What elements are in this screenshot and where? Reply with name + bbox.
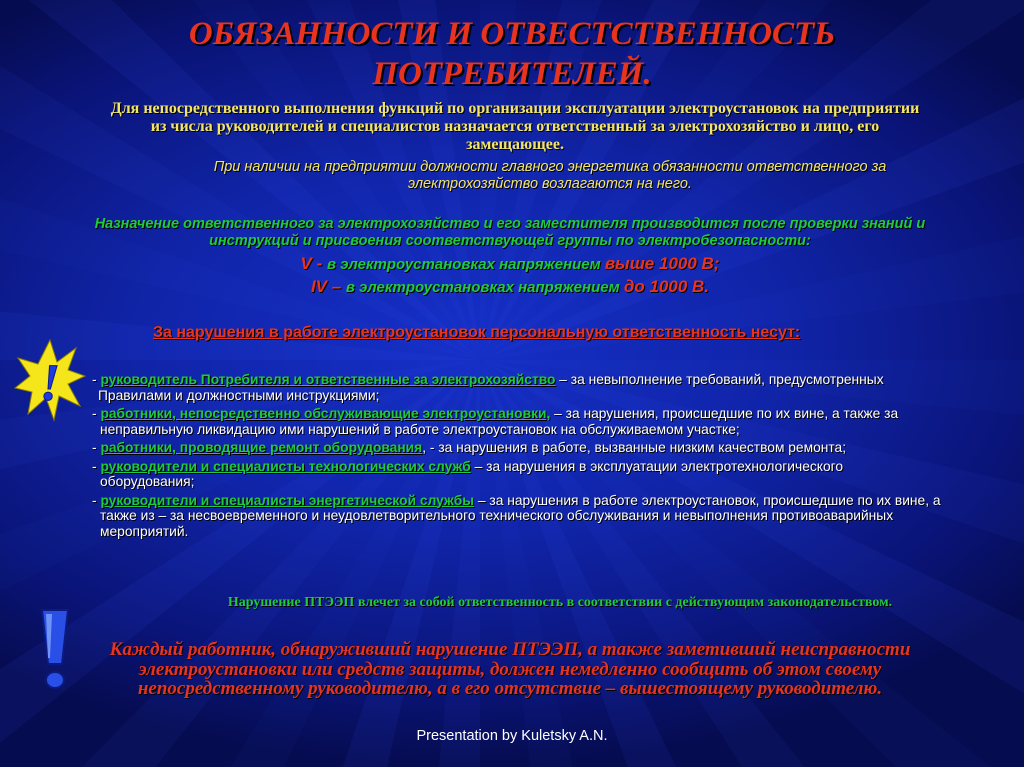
voltage-group-v [200,254,820,274]
list-dash: - [92,492,101,508]
intro-paragraph: Для непосредственного выполнения функций по организации эксплуатации электроустановок на предприятии из числа руководителей и специалистов назначается ответственный за электрохозяйство и лицо, его замещающее. [110,100,920,153]
list-subject: руководители и специалисты технологических служб [100,458,471,474]
group-text: в электроустановках напряжением [345,279,624,296]
list-text: – за нарушения в эксплуатации электротехнологического оборудования; [100,458,844,489]
svg-text:!: ! [39,355,61,412]
warning-burst-icon [14,338,86,422]
exclamation-icon [30,606,80,692]
responsibility-heading: За нарушения в работе электроустановок персональную ответственность несут: [153,324,801,341]
responsibility-list [92,372,992,539]
title-line-1: ОБЯЗАННОСТИ И ОТВЕСТСТВЕННОСТЬ [188,16,836,52]
list-item [92,406,920,437]
footer-credit: Presentation by Kuletsky A.N. [416,728,608,744]
list-item [92,372,938,403]
list-subject: руководители и специалисты энергетической службы [100,492,475,508]
voltage-group-iv [200,277,820,297]
group-label: V [300,254,312,273]
group-value: до 1000 В [623,277,705,296]
list-text: – за нарушения, происшедшие по их вине, а также за неправильную ликвидацию ими нарушений в работе электроустановок на обслуживаемом участке; [100,406,899,437]
list-subject: работники, непосредственно обслуживающие электроустановки, [100,406,551,421]
list-item [92,440,980,456]
group-text: в электроустановках напряжением [326,256,605,273]
group-sep: - [311,254,327,273]
law-note: Нарушение ПТЭЭП влечет за собой ответственность в соответствии с действующим законодательством. [227,595,893,610]
appointment-paragraph: Назначение ответственного за электрохозяйство и его заместителя производится после проверки знаний и инструкций и присвоения соответствующей группы по электробезопасности: [94,216,926,249]
group-label: IV [310,277,328,296]
list-text: – за нарушения в работе электроустановок, происшедшие по их вине, а также из – за несвоевременного и неудовлетворительного технического обслуживания и невыполнения противоаварийных мероприятий. [100,492,941,539]
group-value: выше 1000 В [604,254,714,273]
title-line-2: ПОТРЕБИТЕЛЕЙ. [372,56,652,92]
final-note: Каждый работник, обнаруживший нарушение ПТЭЭП, а также заметивший неисправности электроустановки или средств защиты, должен немедленно сообщить об этом своему непосредственному руководителю, а в его отсутствие – вышестоящему руководителю. [109,639,911,699]
list-subject: работники, проводящие ремонт оборудования [100,440,423,455]
chief-engineer-note: При наличии на предприятии должности главного энергетика обязанности ответственного за электрохозяйство возлагаются на него. [213,159,887,192]
list-item [92,493,960,540]
list-subject: руководитель Потребителя и ответственные за электрохозяйство [100,372,556,387]
list-text: – за невыполнение требований, предусмотренных Правилами и должностными инструкциями; [98,372,884,403]
group-end: . [704,277,710,296]
group-end: ; [713,254,720,273]
group-sep: – [327,277,346,296]
list-dash: - [92,406,101,421]
list-text: , - за нарушения в работе, вызванные низким качеством ремонта; [422,440,847,455]
list-dash: - [92,440,101,455]
page-title [100,14,924,94]
list-dash: - [92,372,101,387]
list-dash: - [92,458,101,474]
list-item [92,459,860,490]
